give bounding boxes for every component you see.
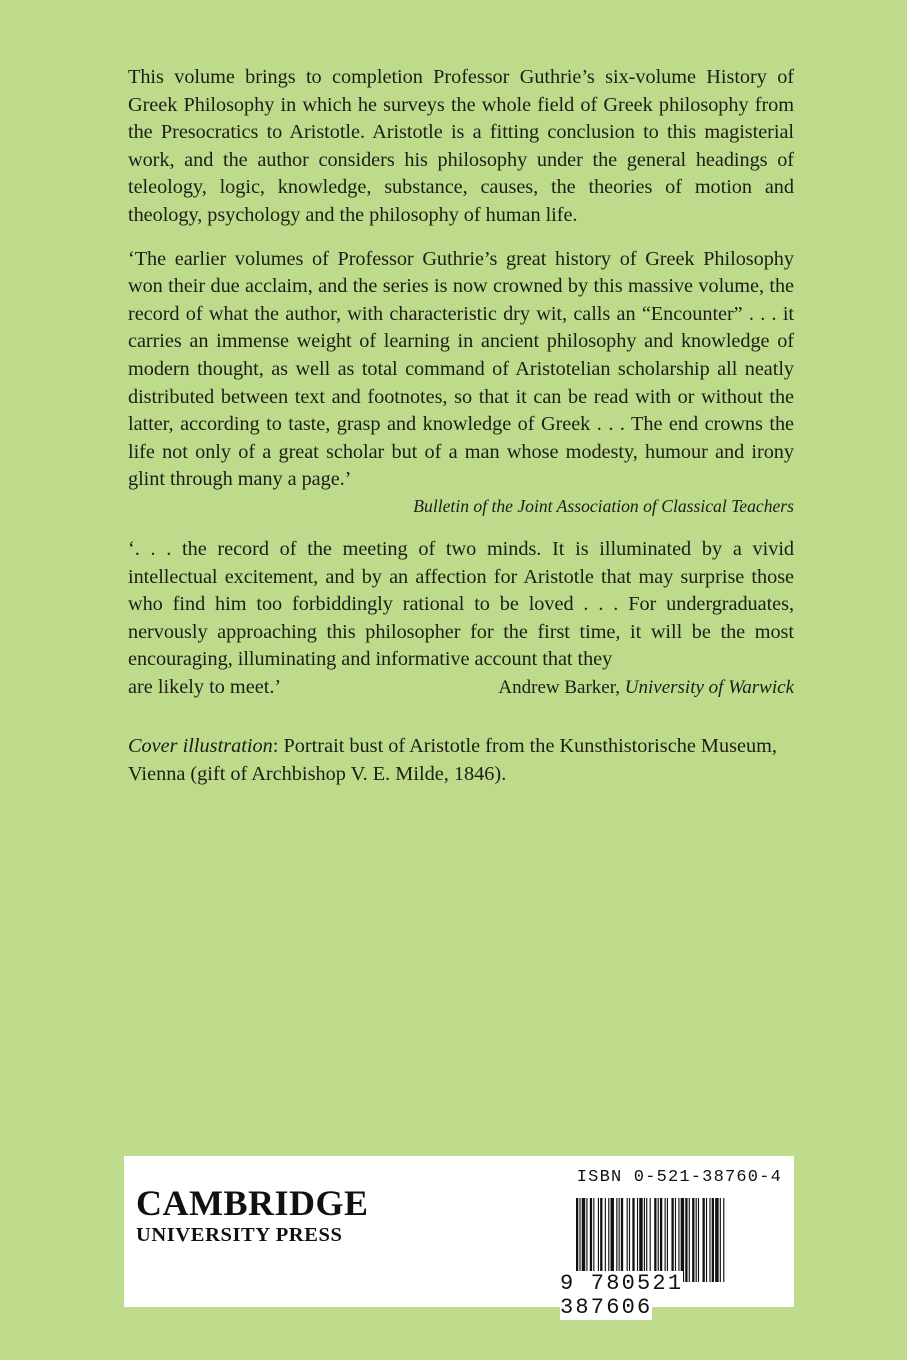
barcode-bar	[709, 1198, 710, 1282]
barcode-bar	[579, 1198, 580, 1282]
barcode-bar	[665, 1198, 666, 1282]
isbn-label: ISBN 0-521-38760-4	[576, 1168, 782, 1187]
barcode-number: 9 780521 387606	[560, 1271, 684, 1320]
reviewer-affiliation: University of Warwick	[624, 676, 794, 698]
barcode-bar	[582, 1198, 585, 1282]
barcode-bar	[720, 1198, 721, 1282]
barcode-bar	[675, 1198, 676, 1282]
review-quote-2: ‘. . . the record of the meeting of two minds. It is illuminated by a vivid intellectual excitement, and by an affection for Aristotle that may surprise those who find him too forbiddingly rational to be loved . . . For undergraduates, nervously approaching this philosopher for the first time, it will be the most encouraging, illuminating and informative account that they	[128, 537, 794, 671]
barcode-bar	[712, 1198, 714, 1282]
publisher-subname: UNIVERSITY PRESS	[136, 1224, 343, 1246]
review-2-closing-line	[128, 674, 794, 702]
barcode-bar	[621, 1198, 623, 1282]
cover-illustration-note	[128, 733, 794, 788]
barcode-bar	[671, 1198, 673, 1282]
barcode-bar	[650, 1198, 651, 1282]
barcode-bar	[646, 1198, 647, 1282]
barcode-bar	[715, 1198, 718, 1282]
barcode-bar	[629, 1198, 630, 1282]
barcode-bar	[586, 1198, 587, 1282]
barcode-bar	[723, 1198, 724, 1282]
barcode-bar	[600, 1198, 602, 1282]
barcode-bar	[593, 1198, 594, 1282]
barcode-bar	[627, 1198, 628, 1282]
barcode-bar	[644, 1198, 645, 1282]
barcode-bar	[590, 1198, 592, 1282]
review-attribution-2	[498, 674, 794, 702]
barcode-bar	[658, 1198, 659, 1282]
barcode-bar	[678, 1198, 679, 1282]
review-quote-2-end: are likely to meet.’	[128, 675, 282, 698]
barcode-bar	[660, 1198, 662, 1282]
barcode-image	[576, 1198, 780, 1282]
barcode-bar	[632, 1198, 634, 1282]
barcode-bar	[667, 1198, 668, 1282]
barcode-bar	[698, 1198, 699, 1282]
barcode-bar	[611, 1198, 614, 1282]
blurb-paragraph: This volume brings to completion Professor Guthrie’s six-volume History of Greek Philosophy in which he surveys the whole field of Greek philosophy from the Presocratics to Aristotle. Aristotle is a fitting conclusion to this magisterial work, and the author considers his philosophy under the general headings of teleology, logic, knowledge, substance, causes, the theories of motion and theology, psychology and the philosophy of human life.	[128, 66, 794, 226]
reviewer-name: Andrew Barker,	[498, 676, 621, 698]
barcode-bar	[576, 1198, 578, 1282]
review-source-1: Bulletin of the Joint Association of Classical Teachers	[413, 495, 794, 516]
barcode-bar	[605, 1198, 606, 1282]
barcode-bar	[654, 1198, 656, 1282]
barcode-bar	[703, 1198, 705, 1282]
publisher-panel	[124, 1156, 794, 1320]
publisher-logo	[136, 1184, 369, 1247]
barcode-bar	[685, 1198, 687, 1282]
text-block	[128, 64, 794, 809]
cover-note-text: : Portrait bust of Aristotle from the Kunsthistorische Museum, Vienna (gift of Archbishop V. E. Milde, 1846).	[128, 735, 777, 786]
barcode-bar	[616, 1198, 617, 1282]
barcode-bar	[681, 1198, 684, 1282]
review-quote-1: ‘The earlier volumes of Professor Guthrie’s great history of Greek Philosophy won their due acclaim, and the series is now crowned by this massive volume, the record of what the author, with characteristic dry wit, calls an “Encounter” . . . it carries an immense weight of learning in ancient philosophy and knowledge of modern thought, as well as total command of Aristotelian scholarship all neatly distributed between text and footnotes, so that it can be read with or without the latter, according to taste, grasp and knowledge of Greek . . . The end crowns the life not only of a great scholar but of a man whose modesty, humour and irony glint through many a page.’	[128, 247, 794, 491]
barcode-bar	[639, 1198, 642, 1282]
barcode-bar	[689, 1198, 690, 1282]
publisher-name: CAMBRIDGE	[136, 1183, 369, 1223]
barcode-number-row	[560, 1272, 782, 1320]
barcode-bar	[706, 1198, 707, 1282]
barcode-bar	[696, 1198, 697, 1282]
barcode-bar	[692, 1198, 694, 1282]
barcode-bar	[619, 1198, 620, 1282]
cover-note-label: Cover illustration	[128, 735, 273, 758]
barcode-bar	[637, 1198, 638, 1282]
barcode-bar	[598, 1198, 599, 1282]
barcode-bar	[608, 1198, 609, 1282]
